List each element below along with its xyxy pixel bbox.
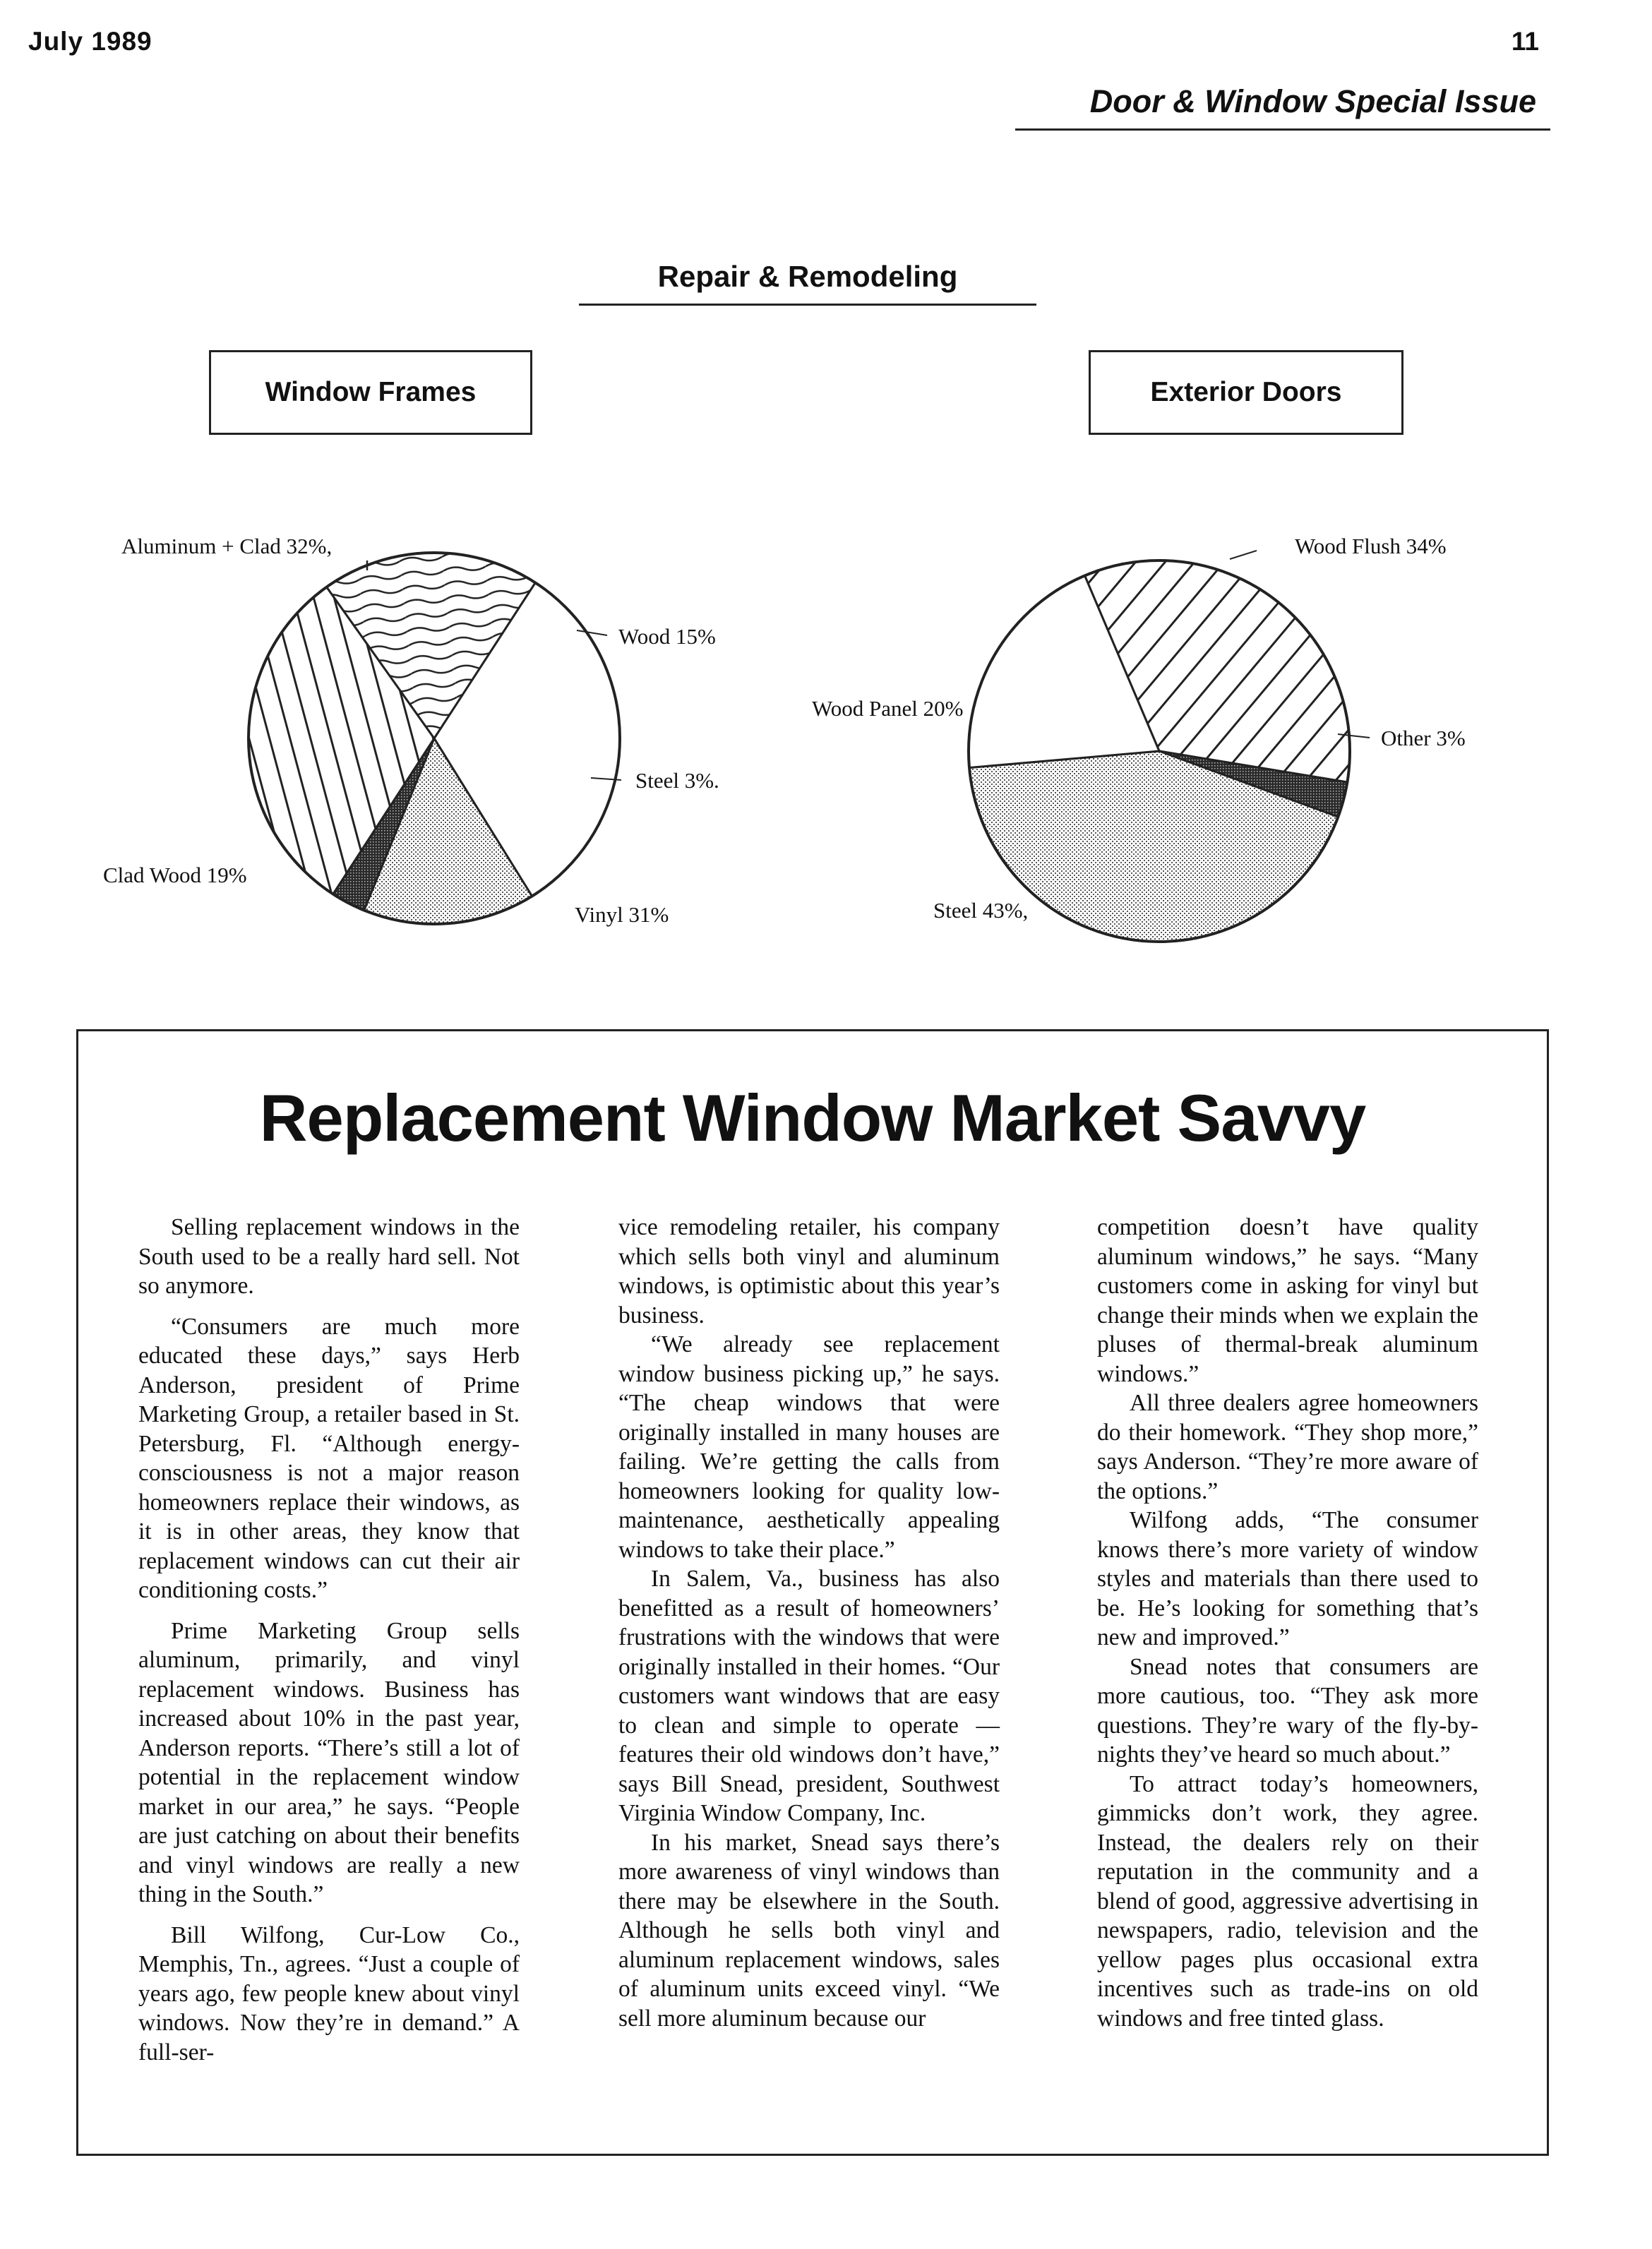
pie-label-clad-wood: Clad Wood 19%: [103, 863, 247, 887]
leader-wood-flush: [1230, 551, 1257, 559]
window-frames-pie: [249, 553, 620, 924]
article-column-2: [618, 1213, 1000, 2033]
pie-label-wood-panel: Wood Panel 20%: [812, 696, 964, 721]
paragraph: All three dealers agree homeowners do their homework. “They shop more,” says Anderson. “They’re more aware of the options.”: [1097, 1390, 1478, 1504]
article-column-1: [138, 1213, 520, 2078]
issue-title: Door & Window Special Issue: [1089, 83, 1536, 119]
paragraph: Prime Marketing Group sells aluminum, primarily, and vinyl replacement windows. Business has increased about 10% in the past year, Anderson reports. “There’s still a lot of potential in the replacement window market in our area,” he says. “People are just catching on about their benefits and vinyl windows are really a new thing in the South.”: [138, 1617, 520, 1907]
paragraph: Wilfong adds, “The consumer knows there’s more variety of window styles and materials than there used to be. He’s looking for something that’s new and improved.”: [1097, 1507, 1478, 1650]
article-column-3: [1097, 1213, 1478, 2033]
paragraph: In Salem, Va., business has also benefitted as a result of homeowners’ frustrations with the windows that were originally installed in their homes. “Our customers want windows that are easy to clean and simple to operate — features their old windows don’t have,” says Bill Snead, president, Southwest Virginia Window Company, Inc.: [618, 1566, 1000, 1826]
exterior-doors-pie: [969, 560, 1350, 942]
pie-charts: [0, 0, 1652, 988]
paragraph: Selling replacement windows in the South used to be a really hard sell. Not so anymore.: [138, 1214, 520, 1299]
pie-label-steel-doors: Steel 43%,: [933, 898, 1029, 923]
pie-label-wood-flush: Wood Flush 34%: [1295, 534, 1447, 558]
paragraph: To attract today’s homeowners, gimmicks don’t work, they agree. Instead, the dealers rely on their reputation in the community and a blend of good, aggressive advertising in newspapers, radio, television and the yellow pages plus occasional extra incentives such as trade-ins on old windows and free tinted glass.: [1097, 1770, 1478, 2032]
window-frames-chart-title: Window Frames: [209, 350, 532, 435]
pie-label-vinyl: Vinyl 31%: [575, 902, 669, 927]
pie-label-aluminum-clad: Aluminum + Clad 32%,: [121, 534, 333, 558]
section-title: Repair & Remodeling: [657, 260, 958, 293]
exterior-doors-chart-title: Exterior Doors: [1089, 350, 1403, 435]
page-date: July 1989: [28, 27, 152, 56]
paragraph: “Consumers are much more educated these days,” says Herb Anderson, president of Prime Marketing Group, a retailer based in St. Petersburg, Fl. “Although energy-consciousness is not a major reason homeowners replace their windows, as it is in other areas, they know that replacement windows can cut their air conditioning costs.”: [138, 1313, 520, 1603]
paragraph: competition doesn’t have quality aluminum windows,” he says. “Many customers come in asking for vinyl but change their minds when we explain the pluses of thermal-break aluminum windows.”: [1097, 1214, 1478, 1387]
paragraph: vice remodeling retailer, his company which sells both vinyl and aluminum windows, is optimistic about this year’s business.: [618, 1214, 1000, 1329]
pie-label-other: Other 3%: [1381, 726, 1466, 750]
article-headline: Replacement Window Market Savvy: [259, 1081, 1366, 1155]
paragraph: In his market, Snead says there’s more awareness of vinyl windows than there may be elsewhere in the South. Although he sells both vinyl and aluminum replacement windows, sales of aluminum units exceed vinyl. “We sell more aluminum because our: [618, 1829, 1000, 2032]
page-number: 11: [1511, 27, 1539, 56]
paragraph: Bill Wilfong, Cur-Low Co., Memphis, Tn., agrees. “Just a couple of years ago, few people knew about vinyl windows. Now they’re in demand.” A full-ser-: [138, 1921, 520, 2065]
paragraph: “We already see replacement window business picking up,” he says. “The cheap windows that were originally installed in many houses are failing. We’re getting the calls from homeowners looking for quality low-maintenance, aesthetically appealing windows to take their place.”: [618, 1331, 1000, 1563]
pie-label-steel: Steel 3%.: [635, 768, 719, 793]
paragraph: Snead notes that consumers are more cautious, too. “They ask more questions. They’re wary of the fly-by-nights they’ve heard so much about.”: [1097, 1653, 1478, 1768]
pie-label-wood: Wood 15%: [618, 624, 716, 649]
